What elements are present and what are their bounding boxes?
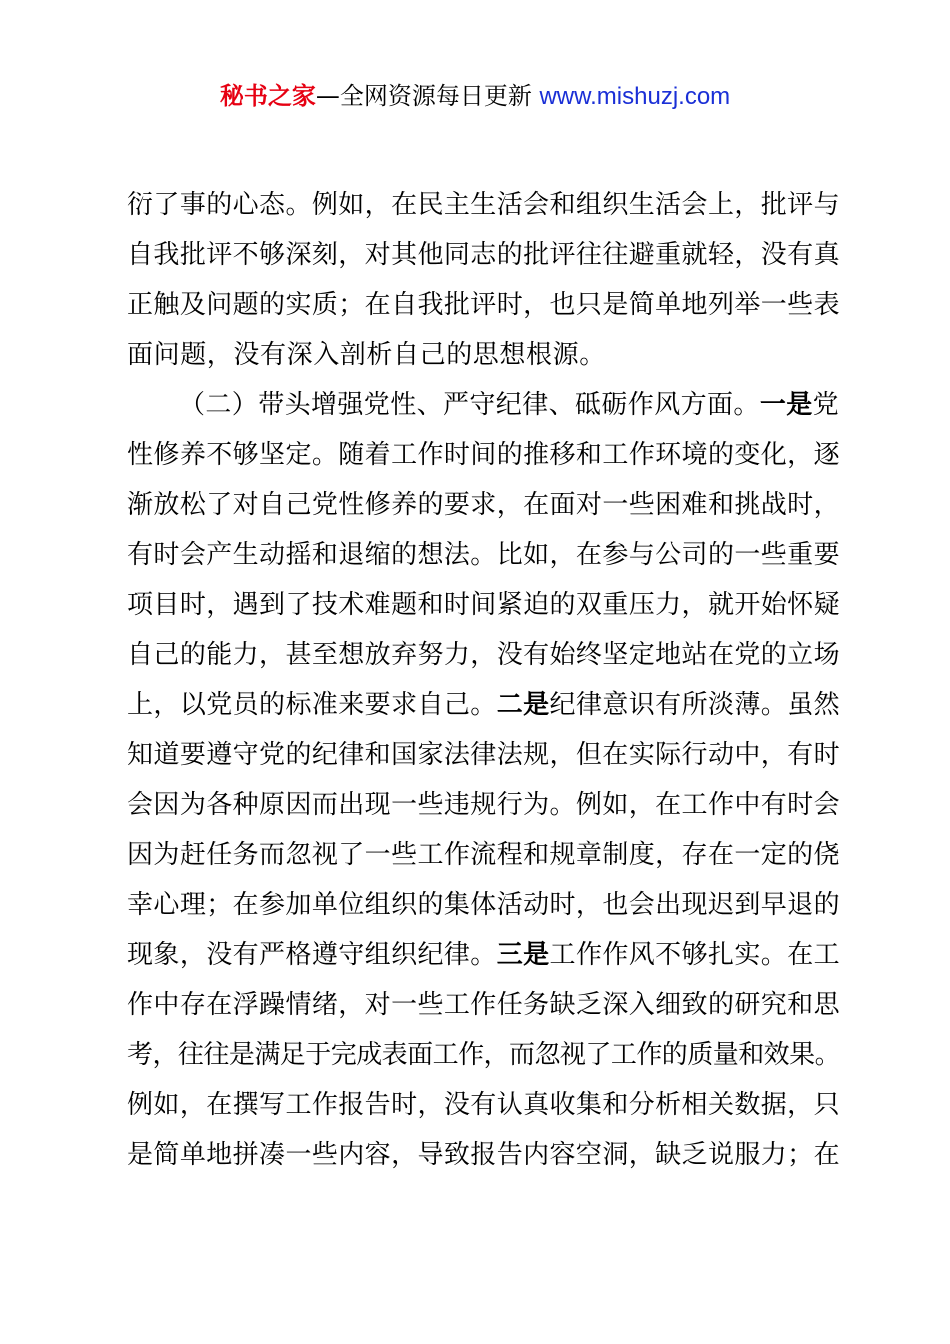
section-heading-line: （二）带头增强党性、严守纪律、砥砺作风方面。一是党 [179, 390, 840, 420]
text-line: 正触及问题的实质；在自我批评时，也只是简单地列举一些表 [127, 290, 840, 320]
text-line: 例如，在撰写工作报告时，没有认真收集和分析相关数据，只 [127, 1090, 840, 1120]
text-line: 渐放松了对自己党性修养的要求，在面对一些困难和挑战时， [127, 490, 840, 520]
site-url-link[interactable]: www.mishuzj.com [539, 83, 731, 110]
text-line: 知道要遵守党的纪律和国家法律法规，但在实际行动中，有时 [127, 740, 840, 770]
point-marker-one: 一是 [759, 390, 813, 420]
site-brand: 秘书之家 [219, 82, 316, 110]
text-line: 现象，没有严格遵守组织纪律。三是工作作风不够扎实。在工 [127, 940, 840, 970]
text-line: 面问题，没有深入剖析自己的思想根源。 [127, 340, 606, 370]
section-heading: （二）带头增强党性、严守纪律、砥砺作风方面。 [179, 390, 760, 420]
point-marker-two: 二是 [496, 690, 550, 720]
site-header [0, 80, 950, 113]
text-line: 因为赶任务而忽视了一些工作流程和规章制度，存在一定的侥 [127, 840, 840, 870]
point-marker-three: 三是 [496, 940, 550, 970]
text-line: 是简单地拼凑一些内容，导致报告内容空洞，缺乏说服力；在 [127, 1140, 840, 1170]
text-line: 自我批评不够深刻，对其他同志的批评往往避重就轻，没有真 [127, 240, 840, 270]
text-line: 幸心理；在参加单位组织的集体活动时，也会出现迟到早退的 [127, 890, 840, 920]
text-line: 上，以党员的标准来要求自己。二是纪律意识有所淡薄。虽然 [127, 690, 840, 720]
text-line: 会因为各种原因而出现一些违规行为。例如，在工作中有时会 [127, 790, 840, 820]
text-line: 作中存在浮躁情绪，对一些工作任务缺乏深入细致的研究和思 [127, 990, 840, 1020]
text-line: 有时会产生动摇和退缩的想法。比如，在参与公司的一些重要 [127, 540, 840, 570]
document-body [127, 180, 840, 1180]
text-line: 性修养不够坚定。随着工作时间的推移和工作环境的变化，逐 [127, 440, 840, 470]
text-line: 项目时，遇到了技术难题和时间紧迫的双重压力，就开始怀疑 [127, 590, 840, 620]
text-line: 考，往往是满足于完成表面工作，而忽视了工作的质量和效果。 [127, 1040, 840, 1070]
text-line: 自己的能力，甚至想放弃努力，没有始终坚定地站在党的立场 [127, 640, 840, 670]
site-tagline: —全网资源每日更新 [315, 82, 540, 110]
text-line: 衍了事的心态。例如，在民主生活会和组织生活会上，批评与 [127, 190, 840, 220]
